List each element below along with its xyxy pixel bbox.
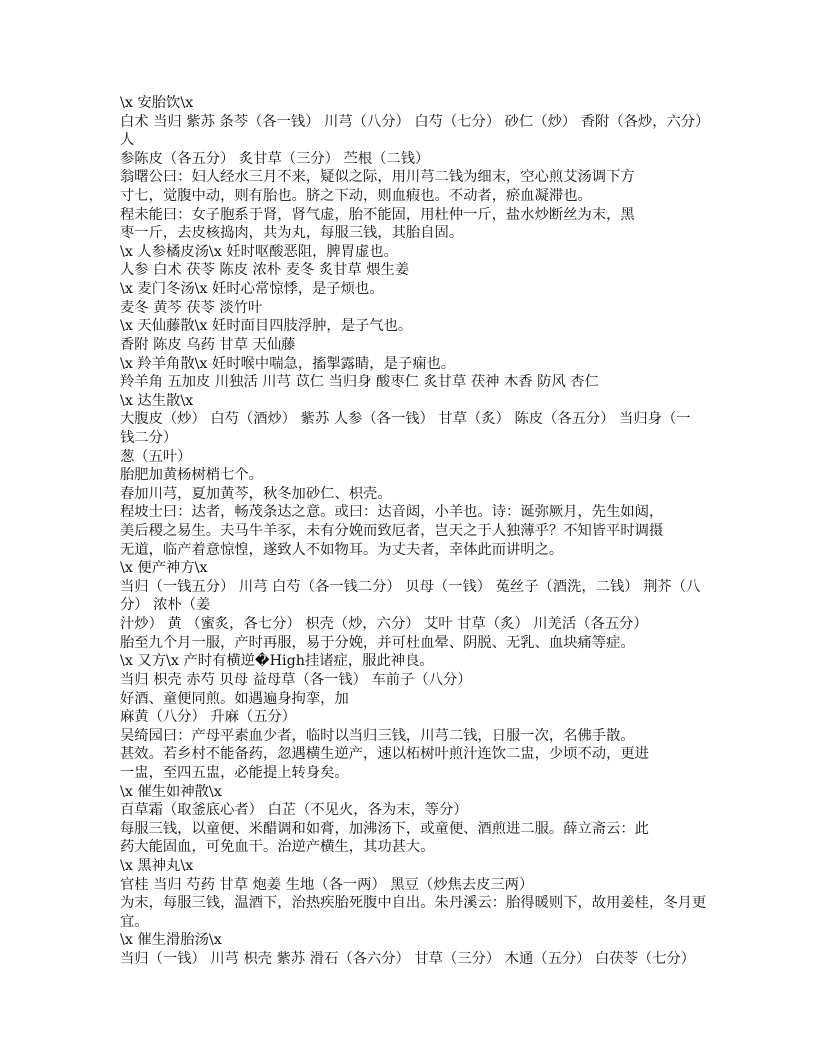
text-line: 麦冬 黄芩 茯苓 淡竹叶 [120, 299, 263, 316]
text-line: 吴绮园曰：产母平素血少者，临时以当归三钱，川芎二钱，日服一次，名佛手散。 [120, 727, 635, 744]
text-line: 当归（一钱五分） 川芎 白芍（各一钱二分） 贝母（一钱） 菟丝子（酒洗，二钱） 荆芥（八 [120, 578, 701, 595]
text-line: 寸七，觉腹中动，则有胎也。脐之下动，则血瘕也。不动者，瘀血凝滞也。 [120, 188, 592, 205]
section-heading-line: \x 天仙藤散\x 妊时面目四肢浮肿，是子气也。 [120, 318, 413, 335]
text-line: 官桂 当归 芍药 甘草 炮姜 生地（各一两） 黑豆（炒焦去皮三两） [120, 876, 534, 893]
section-heading-line: \x 又方\x 产时有横逆�High挂诸症，服此神良。 [120, 653, 434, 670]
text-line: 甚效。若乡村不能备药，忽遇横生逆产，速以柘树叶煎汁连饮二盅，少顷不动，更进 [120, 746, 649, 763]
text-line: 羚羊角 五加皮 川独活 川芎 苡仁 当归身 酸枣仁 炙甘草 茯神 木香 防风 杏仁 [120, 374, 599, 391]
text-line: 为末，每服三钱，温酒下，治热疾胎死腹中自出。朱丹溪云：胎得暖则下，故用姜桂，冬月更 [120, 895, 707, 912]
section-heading-line: \x 达生散\x [120, 392, 194, 409]
text-line: 美后稷之易生。夫马牛羊豕，未有分娩而致厄者，岂天之于人独薄乎？不知皆平时调摄 [120, 523, 664, 540]
text-line: 枣一斤，去皮核捣肉，共为丸，每服三钱，其胎自固。 [120, 225, 464, 242]
section-heading-line: \x 麦门冬汤\x 妊时心常惊悸，是子烦也。 [120, 281, 384, 298]
text-line: 一盅，至四五盅，必能提上转身矣。 [120, 764, 349, 781]
text-line: 人 [120, 132, 135, 149]
text-line: 百草霜（取釜底心者） 白芷（不见火，各为末，等分） [120, 802, 468, 819]
section-heading-line: \x 黑神丸\x [120, 857, 194, 874]
section-heading-line: \x 便产神方\x [120, 560, 208, 577]
text-line: 香附 陈皮 乌药 甘草 天仙藤 [120, 336, 296, 353]
text-line: 当归（一钱） 川芎 枳壳 紫苏 滑石（各六分） 甘草（三分） 木通（五分） 白茯苓（七分） [120, 951, 696, 968]
text-line: 当归 枳壳 赤芍 贝母 益母草（各一钱） 车前子（八分） [120, 671, 472, 688]
text-line: 白术 当归 紫苏 条芩（各一钱） 川芎（八分） 白芍（七分） 砂仁（炒） 香附（各炒，六分） [120, 113, 710, 130]
section-heading-line: \x 催生滑胎汤\x [120, 932, 222, 949]
text-line: 分） 浓朴（姜 [120, 597, 211, 614]
text-line: 大腹皮（炒） 白芍（酒炒） 紫苏 人参（各一钱） 甘草（炙） 陈皮（各五分） 当归身（一 [120, 411, 691, 428]
text-line: 宜。 [120, 913, 149, 930]
text-line: 胎至九个月一服，产时再服，易于分娩，并可杜血晕、阴脱、无乳、血块痛等症。 [120, 634, 635, 651]
text-line: 药大能固血，可免血干。治逆产横生，其功甚大。 [120, 839, 435, 856]
text-line: 春加川芎，夏加黄芩，秋冬加砂仁、枳壳。 [120, 485, 392, 502]
text-line: 汁炒） 黄 （蜜炙，各七分） 枳壳（炒，六分） 艾叶 甘草（炙） 川羌活（各五分） [120, 616, 648, 633]
text-line: 无道，临产着意惊惶，遂致人不如物耳。为丈夫者，幸体此而讲明之。 [120, 541, 564, 558]
text-line: 钱二分） [120, 429, 178, 446]
section-heading-line: \x 羚羊角散\x 妊时喉中喘急，搐掣露睛，是子痫也。 [120, 355, 456, 372]
text-line: 程坡士曰：达者，畅茂条达之意。或曰：达音闼，小羊也。诗：诞弥厥月，先生如闼， [120, 504, 664, 521]
text-line: 人参 白术 茯苓 陈皮 浓朴 麦冬 炙甘草 煨生姜 [120, 262, 410, 279]
text-line: 参陈皮（各五分） 炙甘草（三分） 苎根（二钱） [120, 150, 430, 167]
document-page [120, 94, 720, 969]
text-line: 程未能曰：女子胞系于肾，肾气虚，胎不能固，用杜仲一斤，盐水炒断丝为末，黑 [120, 206, 635, 223]
section-heading-line: \x 人参橘皮汤\x 妊时呕酸恶阻，脾胃虚也。 [120, 243, 398, 260]
text-line: 翁曙公曰：妇人经水三月不来，疑似之际，用川芎二钱为细末，空心煎艾汤调下方 [120, 169, 635, 186]
text-line: 胎肥加黄杨树梢七个。 [120, 467, 263, 484]
section-heading-line: \x 催生如神散\x [120, 783, 222, 800]
text-line: 好酒、童便同煎。如遇遍身拘挛，加 [120, 690, 349, 707]
text-line: 葱（五叶） [120, 448, 192, 465]
text-line: 每服三钱，以童便、米醋调和如膏，加沸汤下，或童便、酒煎进二服。薛立斋云：此 [120, 820, 649, 837]
text-line: 麻黄（八分） 升麻（五分） [120, 709, 297, 726]
section-heading-line: \x 安胎饮\x [120, 95, 194, 111]
